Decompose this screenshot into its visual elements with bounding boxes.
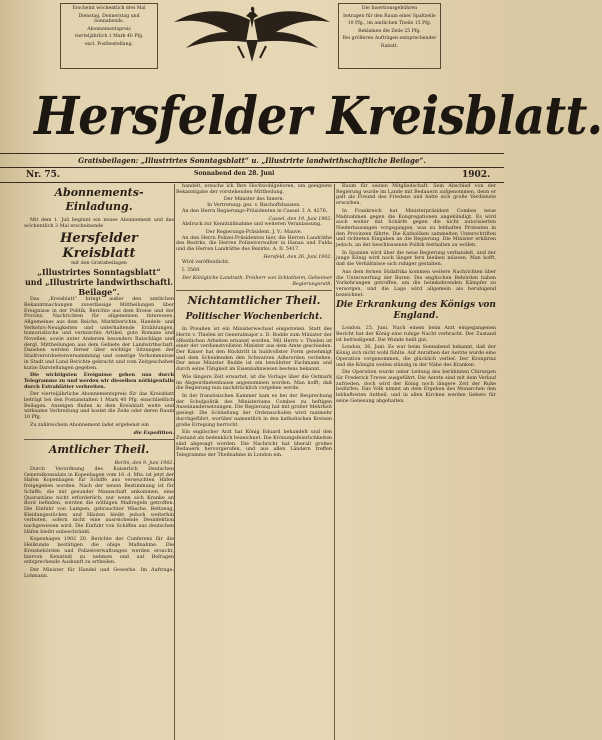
supplement-name: und „Illustrirte landwirthschaftl. Beilage“.: [24, 277, 174, 298]
advert-rates-box: [338, 3, 441, 69]
issue-year: 1902.: [462, 170, 491, 180]
paragraph: Wird veröffentlicht.: [182, 260, 230, 266]
column-divider: [174, 184, 175, 740]
paragraph: London, 25. Juni. Nach einem beim Arzt eingegangenen Bericht hat der König eine ruhige Nacht verbracht. Der Zustand ist befriedigend. Die Wunde heilt gut.: [336, 326, 496, 343]
paragraph: Zu zahlreichem Abonnement ladet ergebenst ein: [30, 422, 149, 428]
paragraph: Mit dem 1. Juli beginnt ein neues Abonnement und das wöchentlich 3 Mal erscheinende: [24, 218, 174, 229]
paragraph: Kopenhagen 1902 20. Berichte der Conferenz für die Heilkunde bestätigen die obige Maßnahme. Die Kreisbehörden und Polizeiverwaltungen werden ersucht, hiervon Kenntniß zu nehmen und auf Befragen entsprechende Auskunft zu ertheilen.: [24, 537, 174, 566]
box-line: betragen für den Raum einer Spaltzeile: [343, 13, 436, 19]
column-divider: [334, 184, 335, 740]
paragraph: An den Herrn Polizei-Präsidenten hier, die Herren Landräthe des Bezirks, die Herren Polizeiverwalter in Hanau und Fulda und die Herren Landräthe des Bezirks. A. II. 5417.: [176, 235, 332, 253]
paragraph: Durch Verordnung des Kaiserlich Deutschen Generalkonsulats in Kopenhagen vom 16. d. Mts. ist jetzt der Hafen Kopenhagen für Schiffe aus verseuchten Häfen freigegeben worden. Nach der neuen Bestimmung ist für Schiffe, die mit gesunder Mannschaft ankommen, eine Quarantäne nicht erforderlich; nur wenn sich Kranke an Bord befinden, werden die nöthigen Maßregeln getroffen. Die Einfuhr von Lumpen, gebrauchter Wäsche, Bettzeug, Kleidungsstücken und Häuten bleibt jedoch weiterhin verboten, sofern nicht eine ausreichende Desinfektion nachgewiesen wird. Die Einfuhr von Schiffen aus deutschen Häfen bleibt unbeschränkt.: [24, 466, 174, 535]
divider: [0, 153, 504, 154]
dateline-text: Hersfeld, den 26. Juni 1902.: [263, 254, 332, 260]
divider: [0, 182, 504, 183]
weekly-report-heading: Politischer Wochenbericht.: [185, 312, 323, 323]
box-line: Abonnementspreis: [87, 26, 131, 32]
subscription-info-box: [60, 3, 158, 69]
supplements-line: Gratisbeilagen: „Illustrirtes Sonntagsblatt“ u. „Illustrirte landwirthschaftliche Beilage“.: [78, 156, 426, 165]
box-line: Bei größeren Aufträgen entsprechender: [342, 36, 437, 42]
paragraph: Der vierteljährliche Abonnementspreis für das Kreisblatt beträgt bei den Postanstalten 1 Mark 40 Pfg. einschließlich Beilagen. Anzeigen finden in dem Kreisblatt weite und wirksame Verbreitung und kostet die Zeile oder deren Raum 10 Pfg.: [24, 392, 174, 421]
issue-number: Nr. 75.: [26, 170, 61, 180]
column-right: [336, 184, 496, 740]
column-left: [24, 184, 174, 740]
paragraph: Abdruck zur Kenntnißnahme und weiteren Veranlassung.: [182, 222, 322, 228]
dateline-text: Cassel, den 19. Juni 1902.: [268, 216, 332, 222]
paragraph: Ein englischer Arzt hat König Eduard behandelt und den Zustand als bedenklich bezeichnet. Die Krönungsfeierlichkeiten sind abgesagt worden. Die Nachricht hat überall großes Bedauern hervorgerufen, und aus allen Ländern treffen Telegramme der Theilnahme in London ein.: [176, 430, 332, 459]
dateline-text: Berlin, den 9. Juni 1902.: [114, 461, 174, 467]
paragraph: Der Regierungs-Präsident. J. V.: Mauve.: [205, 229, 303, 235]
box-line: vierteljährlich 1 Mark 40 Pfg.: [74, 34, 144, 40]
nonofficial-section-heading: Nichtamtlicher Theil.: [187, 294, 321, 308]
paragraph: In der französischen Kammer kam es bei der Besprechung der Schulpolitik des Ministeriums Combes zu heftigen Auseinandersetzungen. Die Regierung hat mit großer Mehrheit gesiegt. Die Schließung der Ordensschulen wird nunmehr durchgeführt, worüber namentlich in den katholischen Kreisen große Erregung herrscht.: [176, 393, 332, 428]
paragraph: Aus dem fernen Südafrika kommen weitere Nachrichten über die Unterwerfung der Buren. Die englischen Behörden haben Vorkehrungen getroffen, um die heimkehrenden Kämpfer zu versorgen, und die Lage wird allgemein als beruhigend bezeichnet.: [336, 269, 496, 298]
divider: [176, 290, 332, 291]
signature: die Expedition.: [133, 429, 174, 436]
box-line: 10 Pfg., im amtlichen Theile 15 Pfg.: [347, 21, 432, 27]
paragraph: handelt, ersuche ich Ihre Hochwohlgeboren, um geeignete Bekanntgabe der vorstehenden Mittheilung.: [176, 184, 332, 195]
paragraph: In Frankreich hat Ministerpräsident Combes neue Maßnahmen gegen die Kongregationen angekündigt. Es wird auch weiter mit Schärfe gegen die nicht autorisierten Niederlassungen vorgegangen, was zu lebhaften Protesten in den Provinzen führte. Die Katholiken sammelten Unterschriften und richteten Eingaben an die Regierung. Die Minister erklären jedoch, an der beschlossenen Politik festhalten zu wollen.: [336, 208, 496, 249]
paragraph: In Preußen ist ein Ministerwechsel eingetreten. Statt des Herrn v. Thielen ist Generalmajor z. D. Budde zum Minister der öffentlichen Arbeiten ernannt worden. Mit Herrn v. Thielen ist einer der verdienstvollsten Minister aus dem Amte geschieden. Der Kaiser hat den Rücktritt in huldvollster Form genehmigt und dem Scheidenden den Schwarzen Adlerorden verliehen. Der neue Minister Budde ist ein bewährter Fachmann und durch seine Tätigkeit im Eisenbahnwesen bestens bekannt.: [176, 327, 332, 373]
king-illness-heading: Die Erkrankung des Königs von England.: [336, 300, 496, 322]
subscription-heading: Abonnements-Einladung.: [54, 186, 144, 213]
newspaper-title: Hersfelder Kreisblatt.: [34, 86, 602, 147]
paragraph: Der Minister des Innern.: [223, 197, 285, 203]
paragraph: Die Operation wurde unter Leitung des berühmten Chirurgen Sir Frederick Treves ausgeführt. Die Aerzte sind mit dem Verlauf zufrieden, doch wird der König noch längere Zeit der Ruhe bedürfen. Das Volk nimmt an dem Ergehen des Monarchen den lebhaftesten Antheil, und in allen Kirchen werden Gebete für seine Genesung abgehalten.: [336, 370, 496, 404]
paper-name: Hersfelder Kreisblatt: [60, 231, 138, 262]
box-line: Dienstag, Donnerstag und Sonnabends.: [78, 13, 140, 25]
signature: Der Königliche Landrath. Freiherr von Schlotheim, Geheimer Regierungsrath.: [182, 275, 332, 287]
paragraph: Raum für seinen Mitgliedschaft. Sein Abschied von der Regierung wurde im Lande mit Bedauern aufgenommen, denn er galt als Freund des Friedens und hatte sich große Verdienste erworben.: [336, 184, 496, 207]
paragraph: Die wichtigsten Ereignisse gehen uns durch Telegramme zu und werden wir dieselben nöthigenfalls durch Extrablätter verbreiten.: [24, 372, 174, 390]
box-line: Die Insertionsgebühren: [361, 6, 418, 11]
divider: [24, 439, 174, 440]
paragraph: In Vertretung: gez. v. Bischoffshausen.: [207, 203, 301, 209]
issue-date: Sonnabend den 28. Juni: [194, 170, 275, 177]
eagle-emblem-icon: [168, 2, 336, 64]
column-middle: [176, 184, 332, 740]
paragraph: Das „Kreisblatt“ bringt außer den amtlichen Bekanntmachungen zuverlässige Mittheilungen über Ereignisse in der Politik, Berichte aus dem Kreise und der Provinz, Nachrichten für allgemeinen Interessen, Allgemeines aus dem Reiche, Marktberichte, Handels- und Verkehrs-Neuigkeiten und unterhaltende Erzählungen, humoristische und vermischte Artikel, gute Romane und Novellen, sowie unter Anderem besonders Ratschläge und dergl. Mittheilungen aus dem Gebiete der Landwirthschaft. Daneben werden ferner über wichtige Sitzungen der Stadtverordnetenversammlung und sonstige Vorkommnisse in Stadt und Land Berichte gebracht und vom Zeitgeschehen kurze Darstellungen gegeben.: [24, 297, 174, 371]
box-line: Erscheint wöchentlich drei Mal: [72, 6, 146, 11]
box-line: Reklamen die Zeile 25 Pfg.: [358, 28, 421, 34]
paragraph: Der Minister für Handel und Gewerbe. Im Auftrage: Lohmann.: [24, 567, 174, 579]
paragraph: mit den Gratisbeilagen: [71, 261, 127, 267]
paragraph: London, 26. Juni. Es war beim Sonnabend bekannt, daß der König sich nicht wohl fühlte. Auf Anrathen der Aerzte wurde eine Operation vorgenommen, die glücklich verlief. Der Kronprinz und die Königin weilen ständig in der Nähe des Kranken.: [336, 345, 496, 368]
paragraph: I. 3569.: [182, 268, 201, 274]
paragraph: An den Herrn Regierungs-Präsidenten in Cassel. I. A. 4276.: [182, 208, 328, 214]
box-line: Rabatt.: [380, 43, 399, 49]
supplement-name: „Illustrirtes Sonntagsblatt“: [37, 267, 161, 278]
official-section-heading: Amtlicher Theil.: [48, 443, 150, 457]
paragraph: Wie längere Zeit erwartet, ist die Vorlage über die Ostmark im Abgeordnetenhause angenommen worden. Man hofft, daß die Regierung nun nachdrücklich vorgehen werde.: [176, 374, 332, 392]
paragraph: In Spanien wird über die neue Regierung verhandelt, und der junge König wird noch länger fern bleiben müssen. Man hofft, daß die Verhältnisse sich ruhiger gestalten.: [336, 250, 496, 268]
box-line: excl. Postbestellung.: [85, 41, 133, 47]
divider: [0, 167, 504, 168]
